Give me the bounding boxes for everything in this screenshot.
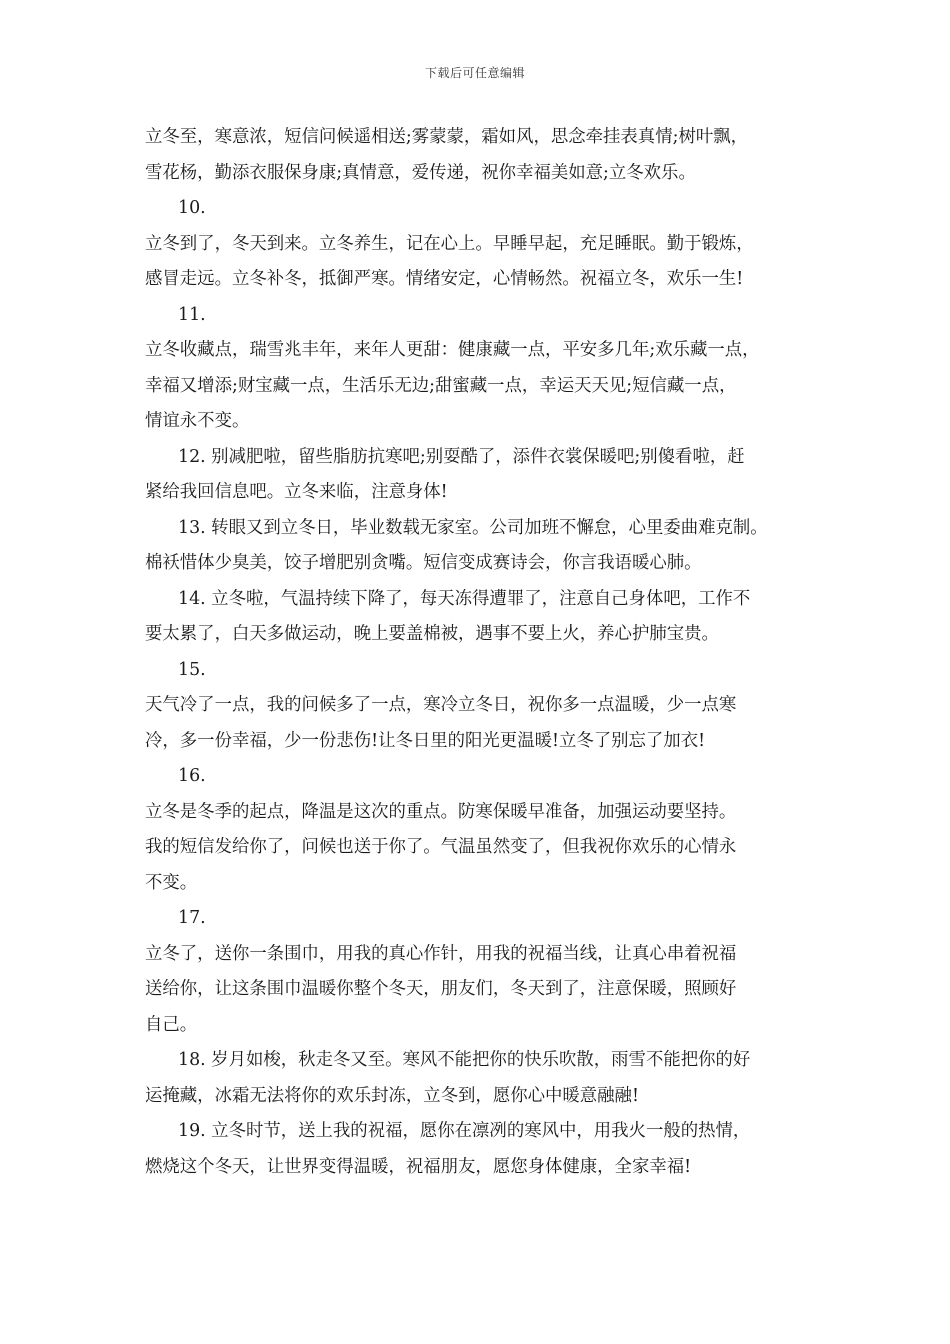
text-line: 17.: [178, 908, 206, 928]
text-line: 燃烧这个冬天，让世界变得温暖，祝福朋友，愿您身体健康，全家幸福!: [145, 1156, 692, 1177]
text-line: 立冬至，寒意浓，短信问候遥相送;雾蒙蒙，霜如风，思念牵挂表真情;树叶飘，: [145, 127, 749, 147]
text-line: 情谊永不变。: [145, 411, 250, 431]
text-line: 天气冷了一点，我的问候多了一点，寒冷立冬日，祝你多一点温暖，少一点寒: [145, 695, 737, 715]
text-line: 感冒走远。立冬补冬，抵御严寒。情绪安定，心情畅然。祝福立冬，欢乐一生!: [145, 269, 744, 289]
text-line: 16.: [178, 766, 206, 786]
text-line: 棉袄惜体少臭美，饺子增肥别贪嘴。短信变成赛诗会，你言我语暖心肺。: [145, 553, 702, 573]
text-line: 冷，多一份幸福，少一份悲伤!让冬日里的阳光更温暖!立冬了别忘了加衣!: [145, 730, 706, 751]
text-line: 幸福又增添;财宝藏一点，生活乐无边;甜蜜藏一点，幸运天天见;短信藏一点，: [145, 375, 737, 396]
text-line: 立冬到了，冬天到来。立冬养生，记在心上。早睡早起，充足睡眠。勤于锻炼，: [145, 233, 754, 254]
text-line: 12. 别减肥啦，留些脂肪抗寒吧;别耍酷了，添件衣裳保暖吧;别傻看啦，赶: [178, 446, 745, 467]
text-line: 立冬了，送你一条围巾，用我的真心作针，用我的祝福当线，让真心串着祝福: [145, 943, 737, 964]
page-header: 下载后可任意编辑: [424, 66, 525, 80]
text-line: 13. 转眼又到立冬日，毕业数载无家室。公司加班不懈怠，心里委曲难克制。: [178, 517, 768, 538]
text-line: 18. 岁月如梭，秋走冬又至。寒风不能把你的快乐吹散，雨雪不能把你的好: [178, 1050, 751, 1070]
text-line: 11.: [178, 304, 206, 325]
text-line: 运掩藏，冰霜无法将你的欢乐封冻，立冬到，愿你心中暖意融融!: [145, 1085, 639, 1106]
text-line: 自己。: [145, 1014, 198, 1035]
text-line: 紧给我回信息吧。立冬来临，注意身体!: [145, 482, 448, 502]
text-line: 14. 立冬啦，气温持续下降了，每天冻得遭罪了，注意自己身体吧，工作不: [178, 588, 751, 609]
text-line: 立冬是冬季的起点，降温是这次的重点。防寒保暖早准备，加强运动要坚持。: [145, 801, 737, 822]
text-line: 10.: [178, 198, 206, 218]
text-line: 15.: [178, 659, 206, 680]
text-line: 不变。: [145, 872, 198, 893]
text-line: 送给你，让这条围巾温暖你整个冬天，朋友们，冬天到了，注意保暖，照顾好: [145, 979, 737, 999]
document-body: [145, 120, 823, 1185]
text-line: 立冬收藏点，瑞雪兆丰年，来年人更甜：健康藏一点，平安多几年;欢乐藏一点，: [145, 340, 760, 360]
text-line: 我的短信发给你了，问候也送于你了。气温虽然变了，但我祝你欢乐的心情永: [145, 837, 737, 857]
text-line: 要太累了，白天多做运动，晚上要盖棉被，遇事不要上火，养心护肺宝贵。: [145, 624, 719, 644]
text-line: 19. 立冬时节，送上我的祝福，愿你在凛冽的寒风中，用我火一般的热情，: [178, 1121, 751, 1141]
text-line: 雪花杨，勤添衣服保身康;真情意，爱传递，祝你幸福美如意;立冬欢乐。: [145, 162, 696, 183]
